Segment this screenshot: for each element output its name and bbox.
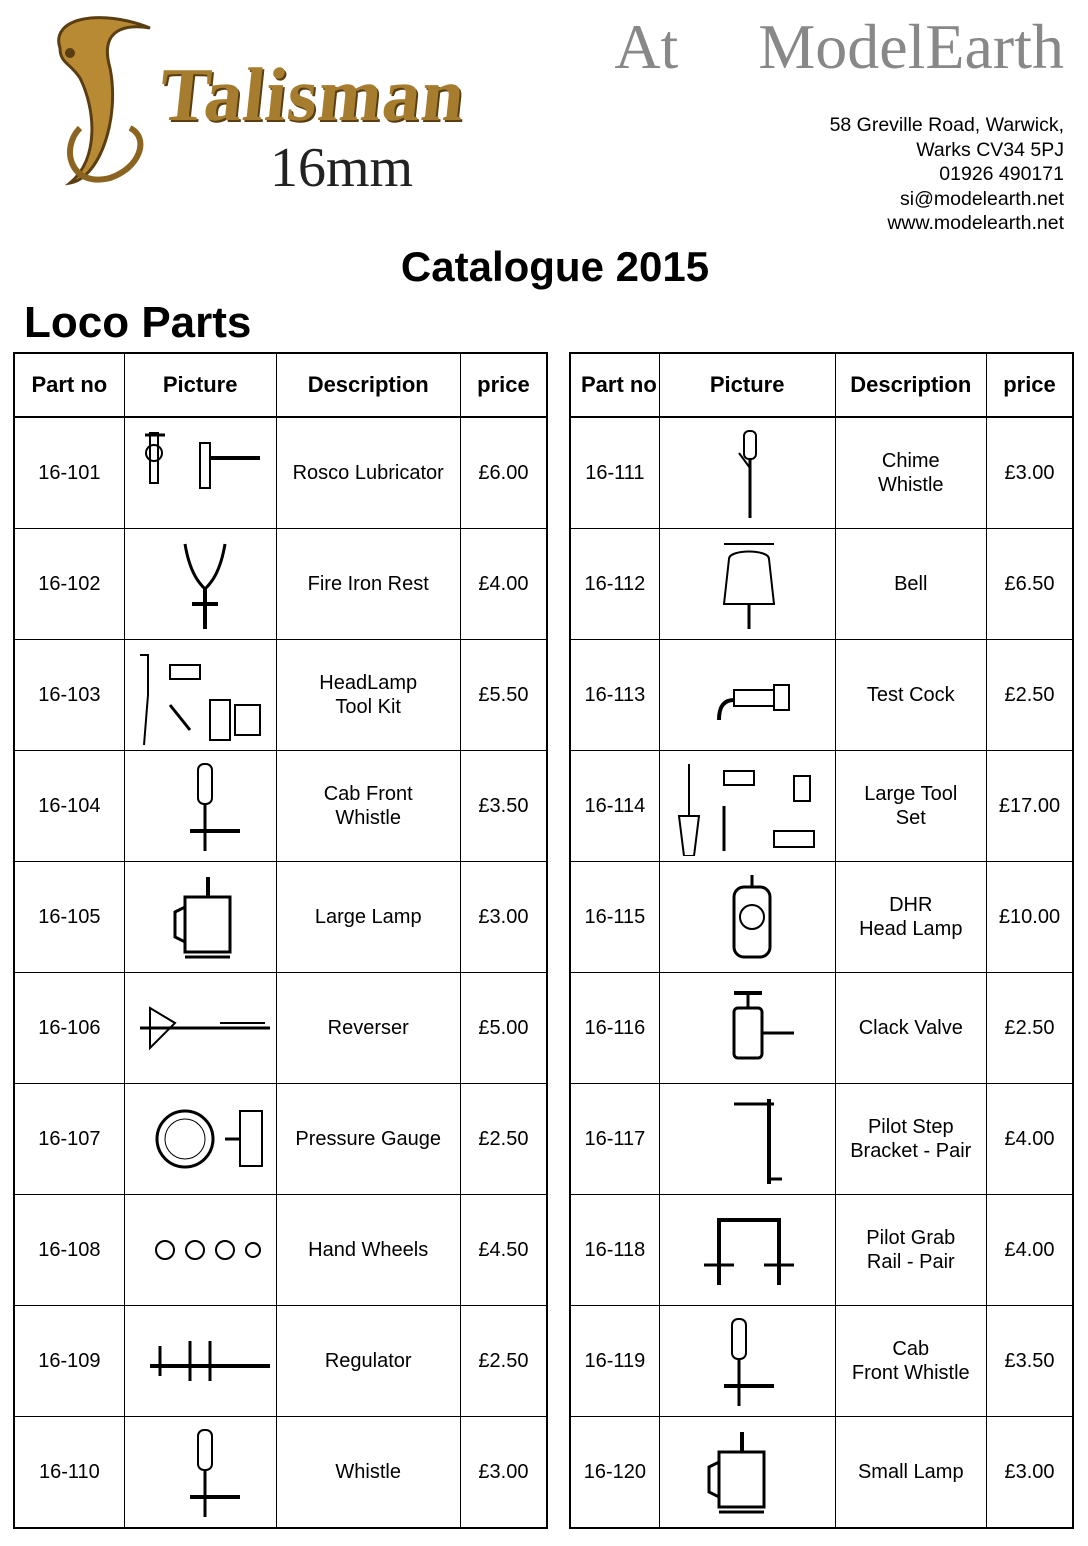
part-description: Pilot Step Bracket - Pair <box>835 1084 986 1195</box>
address-line2: Warks CV34 5PJ <box>916 138 1064 161</box>
lamp-icon <box>130 867 270 967</box>
table-row <box>570 1417 1073 1529</box>
head-lamp-icon <box>664 867 830 967</box>
part-price: £5.00 <box>460 973 547 1084</box>
table-row <box>14 640 547 751</box>
part-no: 16-113 <box>570 640 659 751</box>
table-row <box>14 1084 547 1195</box>
part-picture <box>659 1195 835 1306</box>
part-no: 16-109 <box>14 1306 124 1417</box>
section-title: Loco Parts <box>24 298 252 347</box>
part-no: 16-106 <box>14 973 124 1084</box>
part-picture <box>659 640 835 751</box>
part-description: Hand Wheels <box>276 1195 460 1306</box>
part-price: £4.50 <box>460 1195 547 1306</box>
part-price: £2.50 <box>986 973 1073 1084</box>
table-row <box>14 862 547 973</box>
table-row <box>570 1195 1073 1306</box>
address-block <box>830 113 1064 236</box>
col-part-no: Part no <box>570 353 659 417</box>
table-row <box>14 529 547 640</box>
tool-set-icon <box>664 756 830 856</box>
table-row <box>14 417 547 529</box>
part-no: 16-114 <box>570 751 659 862</box>
part-description: Rosco Lubricator <box>276 417 460 529</box>
part-picture <box>659 1417 835 1529</box>
lamp-icon <box>664 1422 830 1522</box>
col-price: price <box>460 353 547 417</box>
part-picture <box>124 529 276 640</box>
part-no: 16-118 <box>570 1195 659 1306</box>
col-picture: Picture <box>124 353 276 417</box>
part-picture <box>659 1306 835 1417</box>
col-price: price <box>986 353 1073 417</box>
part-no: 16-120 <box>570 1417 659 1529</box>
part-price: £3.00 <box>986 417 1073 529</box>
part-description: Pilot Grab Rail - Pair <box>835 1195 986 1306</box>
address-line1: 58 Greville Road, Warwick, <box>829 114 1064 136</box>
table-row <box>570 1084 1073 1195</box>
table-row <box>14 751 547 862</box>
part-price: £17.00 <box>986 751 1073 862</box>
bell-icon <box>664 534 830 634</box>
part-picture <box>659 973 835 1084</box>
part-description: Cab Front Whistle <box>835 1306 986 1417</box>
col-description: Description <box>835 353 986 417</box>
part-price: £6.00 <box>460 417 547 529</box>
table-row <box>570 417 1073 529</box>
part-picture <box>124 1306 276 1417</box>
part-no: 16-107 <box>14 1084 124 1195</box>
part-picture <box>124 1195 276 1306</box>
part-price: £4.00 <box>986 1084 1073 1195</box>
whistle-icon <box>664 1311 830 1411</box>
logo-wordmark: Talisman <box>155 53 470 137</box>
tool-kit-icon <box>130 645 270 745</box>
part-picture <box>659 862 835 973</box>
table-row <box>14 1306 547 1417</box>
talisman-logo <box>40 8 470 199</box>
table-row <box>570 751 1073 862</box>
part-picture <box>659 529 835 640</box>
part-no: 16-101 <box>14 417 124 529</box>
table-row <box>570 1306 1073 1417</box>
part-picture <box>124 1084 276 1195</box>
part-no: 16-104 <box>14 751 124 862</box>
lubricator-icon <box>130 423 270 523</box>
part-description: Cab Front Whistle <box>276 751 460 862</box>
table-row <box>570 529 1073 640</box>
pressure-gauge-icon <box>130 1089 270 1189</box>
reverser-icon <box>130 978 270 1078</box>
part-price: £3.00 <box>460 862 547 973</box>
part-description: Large Tool Set <box>835 751 986 862</box>
part-price: £3.50 <box>460 751 547 862</box>
right-parts-table <box>569 352 1074 1529</box>
part-description: Bell <box>835 529 986 640</box>
part-price: £3.00 <box>460 1417 547 1529</box>
part-no: 16-102 <box>14 529 124 640</box>
part-price: £10.00 <box>986 862 1073 973</box>
table-row <box>570 862 1073 973</box>
table-row <box>14 1195 547 1306</box>
part-price: £2.50 <box>460 1084 547 1195</box>
part-description: Pressure Gauge <box>276 1084 460 1195</box>
part-description: Fire Iron Rest <box>276 529 460 640</box>
test-cock-icon <box>664 645 830 745</box>
part-no: 16-111 <box>570 417 659 529</box>
part-no: 16-103 <box>14 640 124 751</box>
part-description: Large Lamp <box>276 862 460 973</box>
logo-scale: 16mm <box>270 137 414 199</box>
address-web[interactable]: www.modelearth.net <box>887 212 1064 234</box>
address-email[interactable]: si@modelearth.net <box>900 187 1064 210</box>
col-part-no: Part no <box>14 353 124 417</box>
left-parts-table <box>13 352 548 1529</box>
header-company-name: ModelEarth <box>758 11 1064 82</box>
clack-valve-icon <box>664 978 830 1078</box>
part-no: 16-110 <box>14 1417 124 1529</box>
whistle-icon <box>130 756 270 856</box>
part-no: 16-115 <box>570 862 659 973</box>
part-picture <box>124 751 276 862</box>
part-picture <box>659 417 835 529</box>
fire-iron-rest-icon <box>130 534 270 634</box>
step-bracket-icon <box>664 1089 830 1189</box>
part-picture <box>124 640 276 751</box>
part-no: 16-119 <box>570 1306 659 1417</box>
part-description: DHR Head Lamp <box>835 862 986 973</box>
header-company <box>614 10 1064 84</box>
part-description: Clack Valve <box>835 973 986 1084</box>
part-description: Test Cock <box>835 640 986 751</box>
table-row <box>570 640 1073 751</box>
part-no: 16-105 <box>14 862 124 973</box>
part-picture <box>124 862 276 973</box>
part-picture <box>659 751 835 862</box>
col-description: Description <box>276 353 460 417</box>
part-no: 16-108 <box>14 1195 124 1306</box>
part-description: HeadLamp Tool Kit <box>276 640 460 751</box>
table-row <box>570 973 1073 1084</box>
part-price: £5.50 <box>460 640 547 751</box>
part-picture <box>124 973 276 1084</box>
part-description: Whistle <box>276 1417 460 1529</box>
table-row <box>14 1417 547 1529</box>
part-description: Regulator <box>276 1306 460 1417</box>
address-phone: 01926 490171 <box>939 163 1064 185</box>
part-price: £3.00 <box>986 1417 1073 1529</box>
table-row <box>14 973 547 1084</box>
part-picture <box>124 417 276 529</box>
part-description: Small Lamp <box>835 1417 986 1529</box>
catalogue-title: Catalogue 2015 <box>400 243 710 290</box>
chime-whistle-icon <box>664 423 830 523</box>
col-picture: Picture <box>659 353 835 417</box>
whistle-icon <box>130 1422 270 1522</box>
part-description: Reverser <box>276 973 460 1084</box>
part-price: £2.50 <box>986 640 1073 751</box>
part-price: £3.50 <box>986 1306 1073 1417</box>
grab-rail-icon <box>664 1200 830 1300</box>
part-price: £6.50 <box>986 529 1073 640</box>
part-description: Chime Whistle <box>835 417 986 529</box>
header-at: At <box>614 11 679 82</box>
part-no: 16-112 <box>570 529 659 640</box>
part-price: £2.50 <box>460 1306 547 1417</box>
part-price: £4.00 <box>460 529 547 640</box>
part-price: £4.00 <box>986 1195 1073 1306</box>
part-picture <box>659 1084 835 1195</box>
part-no: 16-117 <box>570 1084 659 1195</box>
part-picture <box>124 1417 276 1529</box>
regulator-icon <box>130 1311 270 1411</box>
hand-wheels-icon <box>130 1200 270 1300</box>
part-no: 16-116 <box>570 973 659 1084</box>
